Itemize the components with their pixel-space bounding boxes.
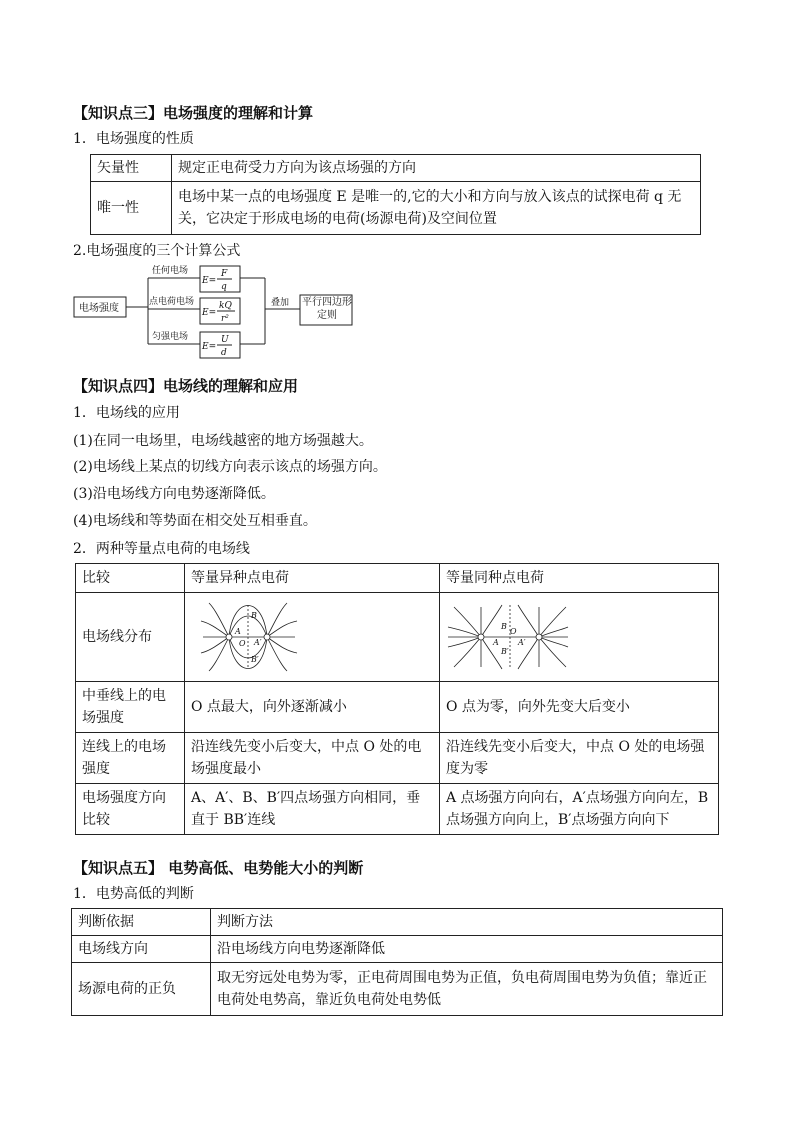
section3-sub2: 2.电场强度的三个计算公式 bbox=[73, 243, 241, 259]
table-cell: 连线上的电场强度 bbox=[76, 733, 185, 784]
list-item: (4)电场线和等势面在相交处互相垂直。 bbox=[73, 513, 317, 529]
table-cell: 唯一性 bbox=[91, 182, 172, 235]
table-cell: 规定正电荷受力方向为该点场强的方向 bbox=[172, 155, 701, 182]
formula2-den: r² bbox=[221, 314, 229, 324]
branch-label-1: 任何电场 bbox=[152, 266, 189, 276]
table-row bbox=[91, 155, 701, 182]
point-label-b-prime: B′ bbox=[251, 655, 259, 664]
table-cell: 沿连线先变小后变大，中点 O 处的电场强度最小 bbox=[185, 733, 440, 784]
table-header: 判断依据 bbox=[72, 909, 211, 936]
table-row bbox=[72, 909, 723, 936]
branch-label-3: 匀强电场 bbox=[152, 332, 189, 342]
table-cell: 电场线方向 bbox=[72, 936, 211, 963]
like-charges-figure-cell bbox=[440, 593, 719, 682]
section5-title: 【知识点五】 电势高低、电势能大小的判断 bbox=[73, 859, 364, 877]
property-table bbox=[90, 154, 701, 235]
point-label-o: O bbox=[239, 639, 246, 648]
point-label-b: B bbox=[251, 611, 257, 620]
table-row bbox=[72, 963, 723, 1016]
like-charges-field-lines bbox=[446, 601, 570, 673]
table-header: 等量同种点电荷 bbox=[440, 564, 719, 593]
opposite-charges-field-lines bbox=[199, 601, 299, 673]
table-cell: 中垂线上的电场强度 bbox=[76, 682, 185, 733]
table-cell: 沿连线先变小后变大，中点 O 处的电场强度为零 bbox=[440, 733, 719, 784]
section4-sub1: 1．电场线的应用 bbox=[73, 405, 180, 421]
opposite-charges-figure-cell bbox=[185, 593, 440, 682]
table-row bbox=[76, 733, 719, 784]
table-header: 判断方法 bbox=[211, 909, 723, 936]
table-cell: 电场中某一点的电场强度 E 是唯一的,它的大小和方向与放入该点的试探电荷 q 无关，它决定于形成电场的电荷(场源电荷)及空间位置 bbox=[172, 182, 701, 235]
table-row bbox=[76, 784, 719, 835]
formula1-den: q bbox=[221, 282, 227, 292]
table-cell: 电场线分布 bbox=[76, 593, 185, 682]
table-row bbox=[76, 564, 719, 593]
table-cell: A 点场强方向向右，A′点场强方向向左，B 点场强方向向上，B′点场强方向向下 bbox=[440, 784, 719, 835]
formula3-den: d bbox=[221, 348, 227, 358]
point-label-b: B bbox=[501, 622, 507, 631]
point-label-a: A bbox=[493, 638, 499, 647]
result-label: 平行四边形定则 bbox=[302, 297, 352, 321]
point-label-a: A bbox=[235, 627, 241, 636]
formula-diagram bbox=[70, 262, 370, 362]
charge-comparison-table bbox=[75, 563, 719, 835]
table-cell: 取无穷远处电势为零，正电荷周围电势为正值，负电荷周围电势为负值；靠近正电荷处电势高，靠近负电荷处电势低 bbox=[211, 963, 723, 1016]
formula2-lhs: E= bbox=[202, 308, 217, 318]
table-cell: O 点最大，向外逐渐减小 bbox=[185, 682, 440, 733]
table-cell: A、A′、B、B′四点场强方向相同，垂直于 BB′连线 bbox=[185, 784, 440, 835]
combine-label: 叠加 bbox=[271, 298, 290, 308]
table-row bbox=[76, 682, 719, 733]
point-label-o: O bbox=[510, 627, 517, 636]
root-label: 电场强度 bbox=[79, 303, 119, 314]
table-cell: 电场强度方向比较 bbox=[76, 784, 185, 835]
table-cell: 场源电荷的正负 bbox=[72, 963, 211, 1016]
table-row bbox=[76, 593, 719, 682]
formula3-num: U bbox=[221, 335, 229, 345]
section4-sub2: 2．两种等量点电荷的电场线 bbox=[73, 541, 250, 557]
list-item: (3)沿电场线方向电势逐渐降低。 bbox=[73, 486, 275, 502]
formula3-lhs: E= bbox=[202, 342, 217, 352]
potential-judgement-table bbox=[71, 908, 723, 1016]
point-label-a-prime: A′ bbox=[254, 638, 262, 647]
section3-sub1: 1．电场强度的性质 bbox=[73, 131, 194, 147]
table-cell: 矢量性 bbox=[91, 155, 172, 182]
section5-sub1: 1．电势高低的判断 bbox=[73, 886, 194, 902]
table-cell: 沿电场线方向电势逐渐降低 bbox=[211, 936, 723, 963]
section3-title: 【知识点三】电场强度的理解和计算 bbox=[73, 104, 314, 122]
branch-label-2: 点电荷电场 bbox=[149, 297, 195, 307]
list-item: (2)电场线上某点的切线方向表示该点的场强方向。 bbox=[73, 459, 387, 475]
table-cell: O 点为零，向外先变大后变小 bbox=[440, 682, 719, 733]
formula1-lhs: E= bbox=[202, 276, 217, 286]
formula1-num: F bbox=[221, 269, 228, 279]
point-label-a-prime: A′ bbox=[518, 638, 526, 647]
point-label-b-prime: B′ bbox=[501, 647, 509, 656]
table-header: 比较 bbox=[76, 564, 185, 593]
formula2-num: kQ bbox=[219, 301, 232, 311]
table-header: 等量异种点电荷 bbox=[185, 564, 440, 593]
list-item: (1)在同一电场里，电场线越密的地方场强越大。 bbox=[73, 433, 373, 449]
table-row bbox=[72, 936, 723, 963]
table-row bbox=[91, 182, 701, 235]
section4-title: 【知识点四】电场线的理解和应用 bbox=[73, 377, 299, 395]
